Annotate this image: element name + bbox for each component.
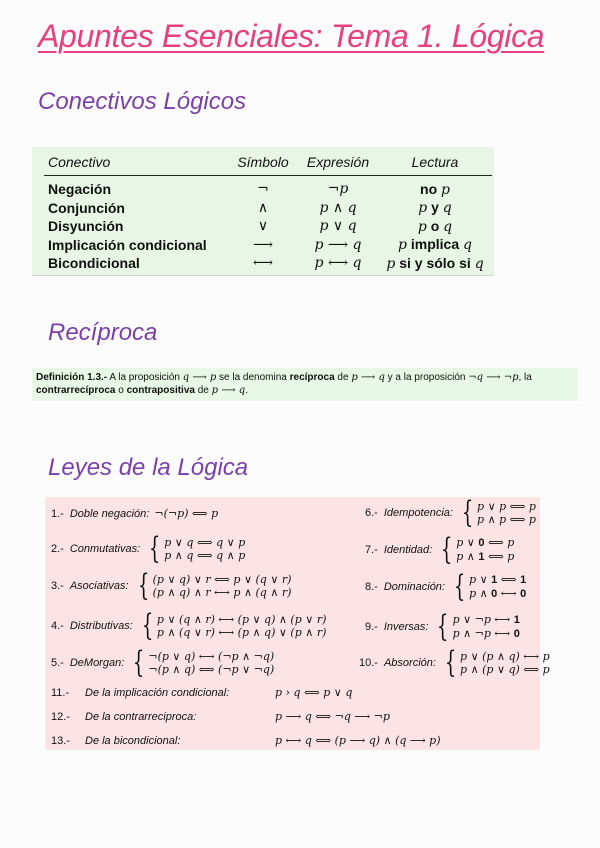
law-item: 9.- Inversas: { p ∨ ¬p ⟷ 1 p ∧ ¬p ⟷ 0: [365, 609, 520, 644]
connective-symbol: ⟷: [252, 255, 274, 272]
definition-box: Definición 1.3.- A la proposición q ⟶ p se la denomina recíproca de p ⟶ q y a la proposición ¬q ⟶ ¬p, la contrarrecíproca o contrapositiva de p ⟶ q.: [32, 368, 578, 401]
connective-expression: p ⟷ q: [314, 255, 362, 272]
connective-expression: p ⟶ q: [314, 236, 362, 253]
laws-box: [45, 495, 550, 750]
law-item: 10.- Absorción: { p ∨ (p ∧ q) ⟷ p p ∧ (p ∨ q) ⟺ p: [359, 645, 550, 680]
connective-expression: ¬p: [327, 181, 349, 198]
law-item: 6.- Idempotencia: { p ∨ p ⟺ p p ∧ p ⟺ p: [365, 495, 536, 530]
law-item: 8.- Dominación: { p ∨ 1 ⟺ 1 p ∧ 0 ⟷ 0: [365, 569, 527, 604]
connective-name: Implicación condicional: [48, 236, 207, 253]
connective-symbol: ¬: [257, 181, 269, 198]
connectives-table: [44, 152, 492, 273]
connective-reading: p o q: [417, 217, 453, 235]
table-row: [44, 217, 492, 236]
connective-symbol: ⟶: [252, 236, 274, 253]
law-item: 11.- De la implicación condicional: p › q ⟺ p ∨ q: [51, 686, 353, 699]
connective-reading: p y q: [418, 199, 452, 217]
connective-name: Bicondicional: [48, 255, 140, 272]
connective-reading: p implica q: [398, 236, 472, 254]
connective-symbol: ∧: [257, 199, 269, 216]
law-item: 13.- De la bicondicional: p ⟷ q ⟺ (p ⟶ q) ∧ (q ⟶ p): [51, 734, 441, 747]
connective-reading: p si y sólo si q: [386, 254, 484, 272]
connective-name: Disyunción: [48, 218, 124, 235]
column-header: Expresión: [298, 152, 378, 176]
connective-name: Negación: [48, 181, 112, 198]
law-item: 5.- DeMorgan: { ¬(p ∨ q) ⟷ (¬p ∧ ¬q) ¬(p ∧ q) ⟺ (¬p ∨ ¬q): [51, 645, 275, 680]
column-header: Conectivo: [44, 152, 228, 176]
connectives-table-box: [32, 147, 494, 276]
column-header: Lectura: [378, 152, 492, 176]
law-item: 12.- De la contrarreciproca: p ⟶ q ⟺ ¬q ⟶ ¬p: [51, 710, 390, 723]
connective-reading: no p: [420, 180, 450, 198]
table-row: [44, 254, 492, 273]
connective-expression: p ∧ q: [319, 199, 357, 216]
connective-expression: p ∨ q: [319, 218, 357, 235]
table-row: [44, 236, 492, 255]
column-header: Símbolo: [228, 152, 298, 176]
page-title: Apuntes Esenciales: Tema 1. Lógica: [38, 18, 545, 54]
connective-name: Conjunción: [48, 199, 125, 216]
definition-label: Definición 1.3.-: [36, 372, 108, 383]
law-item: 4.- Distributivas: { p ∨ (q ∧ r) ⟷ (p ∨ q) ∧ (p ∨ r) p ∧ (q ∨ r) ⟷ (p ∧ q) ∨ (p ∧ r): [51, 608, 327, 643]
law-item: 3.- Asociativas: { (p ∨ q) ∨ r ⟺ p ∨ (q ∨ r) (p ∧ q) ∧ r ⟷ p ∧ (q ∧ r): [51, 568, 292, 603]
table-header-row: [44, 152, 492, 176]
table-row: [44, 176, 492, 199]
law-item: 1.- Doble negación: ¬(¬p) ⟺ p: [51, 507, 219, 520]
law-item: 2.- Conmutativas: { p ∨ q ⟺ q ∨ p p ∧ q ⟺ q ∧ p: [51, 531, 246, 566]
law-item: 7.- Identidad: { p ∨ 0 ⟺ p p ∧ 1 ⟺ p: [365, 532, 515, 567]
section-heading-reciprocal: Recíproca: [48, 319, 158, 346]
section-heading-connectives: Conectivos Lógicos: [38, 88, 247, 115]
connective-symbol: ∨: [257, 218, 269, 235]
section-heading-laws: Leyes de la Lógica: [48, 454, 249, 481]
table-row: [44, 199, 492, 218]
